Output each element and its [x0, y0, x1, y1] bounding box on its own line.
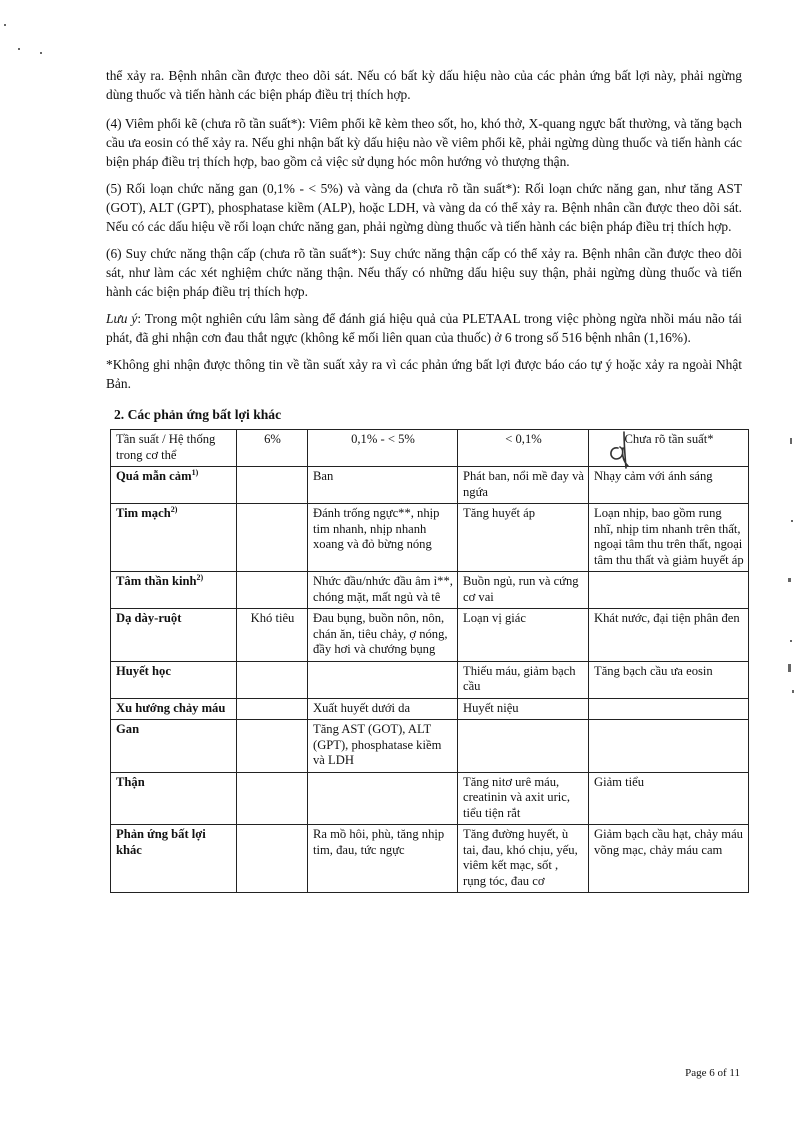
system-cell	[111, 720, 237, 773]
frequency-cell-c1	[237, 467, 308, 504]
note-label: Lưu ý	[106, 311, 138, 326]
frequency-cell-c1	[237, 772, 308, 825]
frequency-cell-c1	[237, 572, 308, 609]
frequency-cell-c1	[237, 661, 308, 698]
frequency-cell-c3: Loạn vị giác	[458, 609, 589, 662]
table-row	[111, 609, 749, 662]
table-row	[111, 661, 749, 698]
frequency-cell-c2: Ban	[308, 467, 458, 504]
system-footnote-ref: 2)	[196, 572, 204, 582]
frequency-cell-c4: Tăng bạch cầu ưa eosin	[589, 661, 749, 698]
system-footnote-ref: 1)	[191, 467, 199, 477]
paragraph-frequency-footnote: *Không ghi nhận được thông tin về tần suất xảy ra vì các phản ứng bất lợi được báo cáo tự ý hoặc xảy ra ngoài Nhật Bản.	[106, 357, 742, 391]
system-cell	[111, 467, 237, 504]
paragraph-acute-renal-failure: (6) Suy chức năng thận cấp (chưa rõ tần suất*): Suy chức năng thận cấp có thể xảy ra. Bệnh nhân cần được theo dõi sát, như làm các xét nghiệm chức năng thận. Nếu thấy có những dấu hiệu suy thận, phải ngừng dùng thuốc và tiến hành các biện pháp điều trị thích hợp.	[106, 246, 742, 299]
frequency-cell-c2	[308, 661, 458, 698]
frequency-cell-c3: Tăng huyết áp	[458, 504, 589, 572]
system-name: Xu hướng chảy máu	[116, 700, 226, 715]
frequency-cell-c1	[237, 504, 308, 572]
system-cell	[111, 609, 237, 662]
system-cell	[111, 698, 237, 720]
header-system: Tần suất / Hệ thống trong cơ thể	[111, 430, 237, 467]
system-name: Gan	[116, 722, 140, 736]
frequency-cell-c4: Giảm tiểu	[589, 772, 749, 825]
frequency-cell-c2	[308, 772, 458, 825]
system-name: Phản ứng bất lợi khác	[116, 827, 206, 857]
system-cell	[111, 661, 237, 698]
frequency-cell-c1	[237, 825, 308, 893]
table-row	[111, 720, 749, 773]
frequency-cell-c2: Tăng AST (GOT), ALT (GPT), phosphatase kiềm và LDH	[308, 720, 458, 773]
adverse-reactions-table	[110, 429, 749, 893]
table-row	[111, 772, 749, 825]
paragraph-continuation: thể xảy ra. Bệnh nhân cần được theo dõi sát. Nếu có bất kỳ dấu hiệu nào của các phản ứng bất lợi này, phải ngừng dùng thuốc và tiến hành các biện pháp điều trị thích hợp.	[106, 68, 742, 102]
header-lt-0-1pct: < 0,1%	[458, 430, 589, 467]
system-name: Huyết học	[116, 663, 171, 678]
table-row	[111, 698, 749, 720]
system-name: Quá mẫn cảm	[116, 469, 192, 483]
frequency-cell-c1	[237, 698, 308, 720]
system-cell	[111, 825, 237, 893]
table-header-row	[111, 430, 749, 467]
frequency-cell-c2: Đánh trống ngực**, nhịp tim nhanh, nhịp nhanh xoang và đỏ bừng nóng	[308, 504, 458, 572]
document-page	[106, 66, 742, 893]
frequency-cell-c4: Giảm bạch cầu hạt, chảy máu võng mạc, chảy máu cam	[589, 825, 749, 893]
frequency-cell-c2: Xuất huyết dưới da	[308, 698, 458, 720]
paragraph-interstitial-pneumonia: (4) Viêm phổi kẽ (chưa rõ tần suất*): Viêm phổi kẽ kèm theo sốt, ho, khó thở, X-quang ngực bất thường, và tăng bạch cầu ưa eosin có thể xảy ra. Nếu ghi nhận bất kỳ dấu hiệu nào về viêm phổi kẽ, phải ngừng dùng thuốc và tiến hành các biện pháp điều trị thích hợp, bao gồm cả việc sử dụng hóc môn hướng vỏ thượng thận.	[106, 116, 742, 169]
system-cell	[111, 504, 237, 572]
frequency-cell-c2: Ra mồ hôi, phù, tăng nhịp tim, đau, tức ngực	[308, 825, 458, 893]
table-row	[111, 467, 749, 504]
frequency-cell-c4	[589, 698, 749, 720]
frequency-cell-c3: Buồn ngủ, run và cứng cơ vai	[458, 572, 589, 609]
note-text: : Trong một nghiên cứu lâm sàng để đánh giá hiệu quả của PLETAAL trong việc phòng ngừa nhồi máu não tái phát, đã ghi nhận cơn đau thắt ngực (không kể mối liên quan của thuốc) ở 6 trong số 516 bệnh nhân (1,16%).	[106, 311, 742, 345]
frequency-cell-c3	[458, 720, 589, 773]
frequency-cell-c4	[589, 572, 749, 609]
header-0-1-5pct: 0,1% - < 5%	[308, 430, 458, 467]
frequency-cell-c1: Khó tiêu	[237, 609, 308, 662]
frequency-cell-c3: Tăng đường huyết, ù tai, đau, khó chịu, yếu, viêm kết mạc, sốt , rụng tóc, đau cơ	[458, 825, 589, 893]
frequency-cell-c2: Đau bụng, buồn nôn, nôn, chán ăn, tiêu chảy, ợ nóng, đầy hơi và chướng bụng	[308, 609, 458, 662]
paragraph-note	[106, 309, 742, 347]
frequency-cell-c1	[237, 720, 308, 773]
section-title: 2. Các phản ứng bất lợi khác	[114, 407, 282, 422]
frequency-cell-c3: Tăng nitơ urê máu, creatinin và axit uric, tiểu tiện rắt	[458, 772, 589, 825]
paragraph-hepatic-dysfunction: (5) Rối loạn chức năng gan (0,1% - < 5%) và vàng da (chưa rõ tần suất*): Rối loạn chức năng gan, như tăng AST (GOT), ALT (GPT), phosphatase kiềm (ALP), hoặc LDH, và vàng da có thể xảy ra. Bệnh nhân cần được theo dõi sát. Nếu có các dấu hiệu về rối loạn chức năng gan, phải ngừng dùng thuốc và tiến hành các biện pháp điều trị thích hợp.	[106, 181, 742, 234]
frequency-cell-c4: Loạn nhịp, bao gồm rung nhĩ, nhịp tim nhanh trên thất, ngoại tâm thu trên thất, ngoại tâm thu thất và giảm huyết áp	[589, 504, 749, 572]
frequency-cell-c4	[589, 720, 749, 773]
frequency-cell-c3: Huyết niệu	[458, 698, 589, 720]
frequency-cell-c4: Khát nước, đại tiện phân đen	[589, 609, 749, 662]
table-row	[111, 504, 749, 572]
frequency-cell-c3: Thiếu máu, giảm bạch cầu	[458, 661, 589, 698]
header-6pct: 6%	[237, 430, 308, 467]
system-name: Thận	[116, 774, 145, 789]
header-unknown: Chưa rõ tần suất*	[589, 430, 749, 467]
frequency-cell-c4: Nhạy cảm với ánh sáng	[589, 467, 749, 504]
system-footnote-ref: 2)	[170, 504, 178, 514]
system-name: Tim mạch	[116, 506, 171, 520]
table-row	[111, 572, 749, 609]
system-cell	[111, 572, 237, 609]
system-name: Dạ dày-ruột	[116, 611, 182, 625]
system-name: Tâm thần kinh	[116, 574, 197, 588]
table-row	[111, 825, 749, 893]
page-number: Page 6 of 11	[685, 1067, 740, 1079]
handwritten-initial	[604, 428, 644, 472]
frequency-cell-c3: Phát ban, nổi mề đay và ngứa	[458, 467, 589, 504]
system-cell	[111, 772, 237, 825]
frequency-cell-c2: Nhức đầu/nhức đầu âm ỉ**, chóng mặt, mất ngủ và tê	[308, 572, 458, 609]
